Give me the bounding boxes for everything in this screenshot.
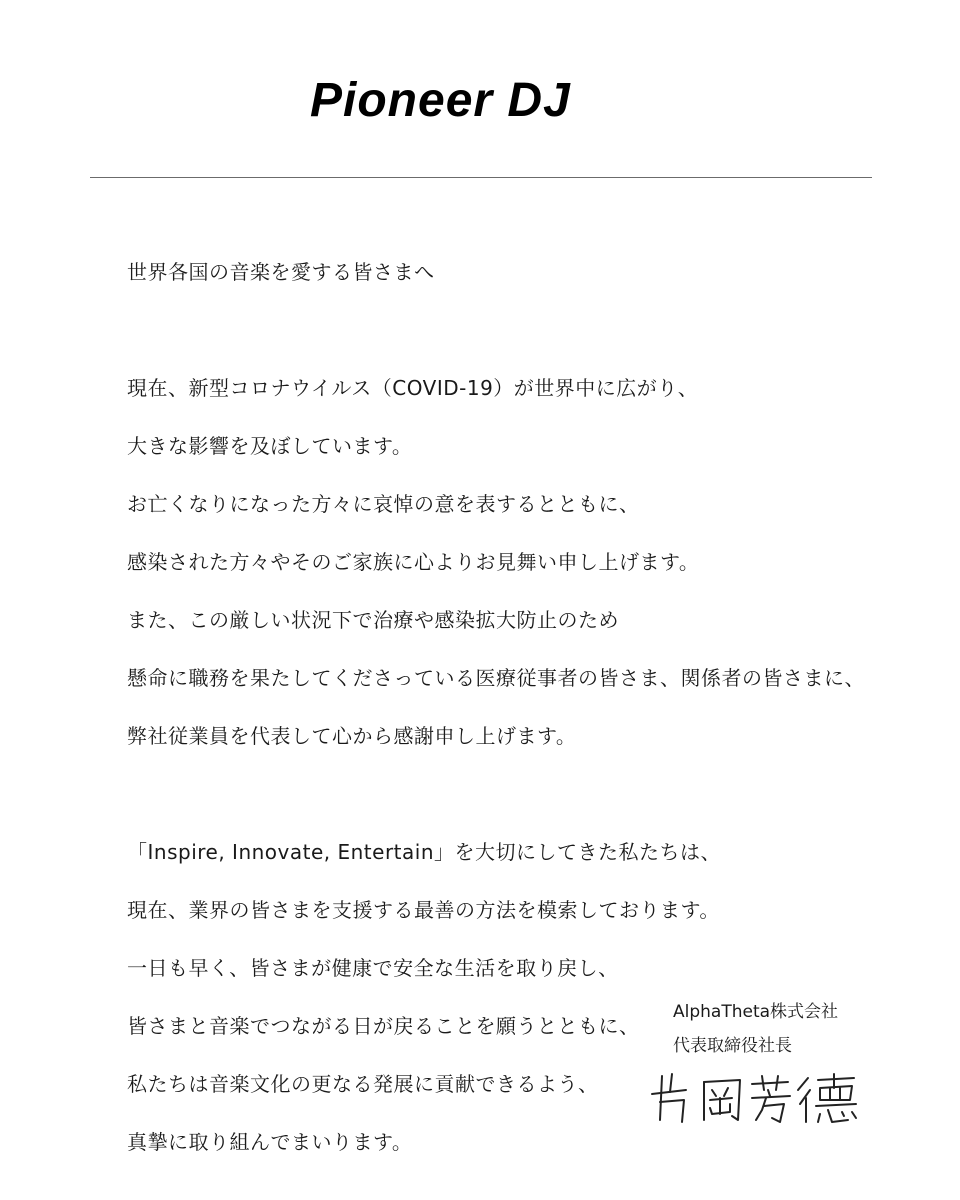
- paragraph2-line-5: 私たちは音楽文化の更なる発展に貢献できるよう、: [127, 1072, 599, 1096]
- signoff-block: [673, 1000, 903, 1068]
- paragraph2-line-1: 「Inspire, Innovate, Entertain」を大切にしてきた私たちは、: [127, 840, 721, 864]
- paragraph1-line-3: お亡くなりになった方々に哀悼の意を表するとともに、: [127, 492, 640, 516]
- header-divider: [90, 177, 872, 178]
- paragraph1-line-1: 現在、新型コロナウイルス（COVID-19）が世界中に広がり、: [127, 376, 699, 400]
- paragraph1-line-4: 感染された方々やそのご家族に心よりお見舞い申し上げます。: [127, 550, 700, 574]
- signer-title: 代表取締役社長: [673, 1036, 792, 1056]
- svg-text:Pioneer DJ: Pioneer DJ: [310, 74, 571, 127]
- paragraph1-line-6: 懸命に職務を果たしてくださっている医療従事者の皆さま、関係者の皆さまに、: [127, 666, 865, 690]
- paragraph1-line-7: 弊社従業員を代表して心から感謝申し上げます。: [127, 724, 577, 748]
- paragraph2-line-2: 現在、業界の皆さまを支援する最善の方法を模索しております。: [127, 898, 720, 922]
- company-name: AlphaTheta株式会社: [673, 1002, 839, 1022]
- paragraph2-line-3: 一日も早く、皆さまが健康で安全な生活を取り戻し、: [127, 956, 619, 980]
- paragraph2-line-6: 真摯に取り組んでまいります。: [127, 1130, 413, 1154]
- paragraph2-line-4: 皆さまと音楽でつながる日が戻ることを願うとともに、: [127, 1014, 640, 1038]
- handwritten-signature: [648, 1070, 868, 1126]
- pioneer-dj-logo: [310, 72, 650, 128]
- paragraph1-line-5: また、この厳しい状況下で治療や感染拡大防止のため: [127, 608, 619, 632]
- paragraph1-line-2: 大きな影響を及ぼしています。: [127, 434, 413, 458]
- greeting: 世界各国の音楽を愛する皆さまへ: [127, 260, 435, 284]
